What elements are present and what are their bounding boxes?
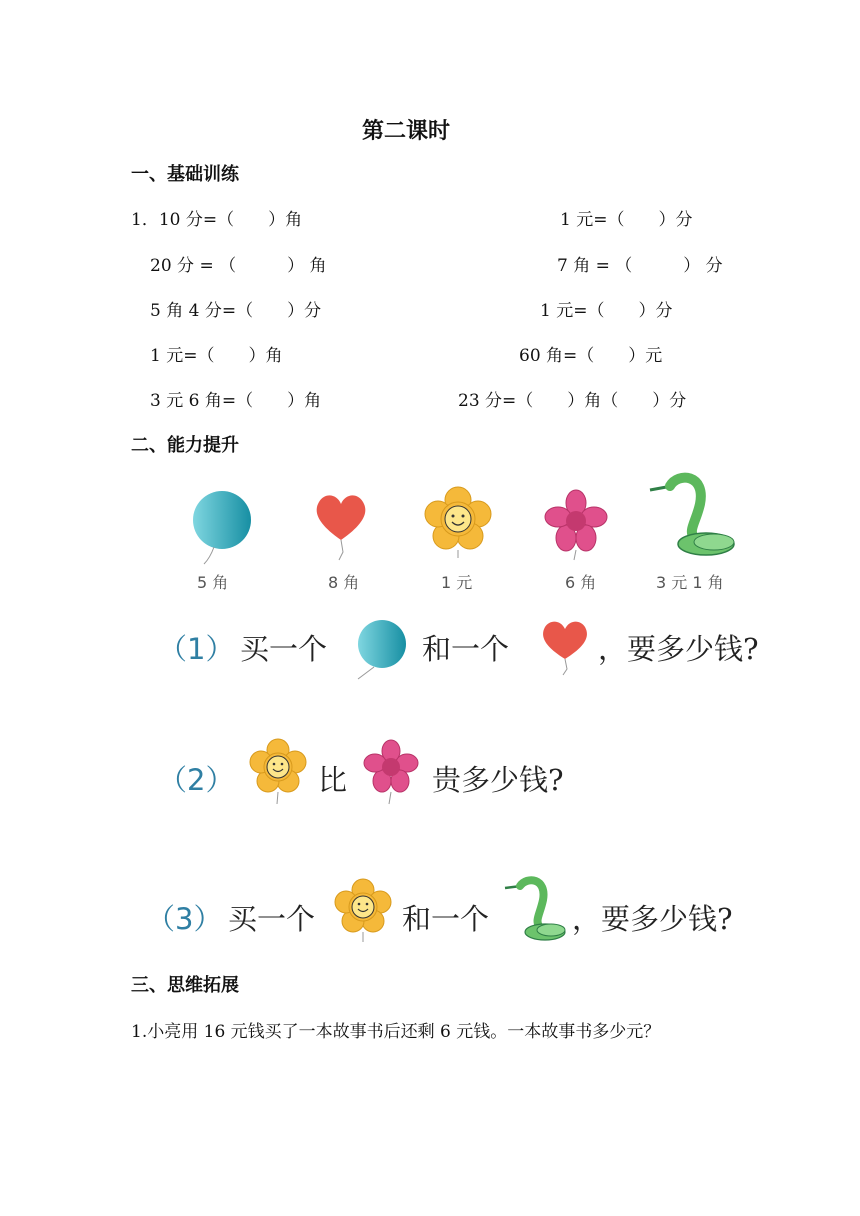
snake-balloon-icon xyxy=(648,472,740,562)
section-basic-heading: 一、基础训练 xyxy=(131,164,239,185)
price-snake-balloon: 3 元 1 角 xyxy=(656,573,724,592)
heart-balloon-icon xyxy=(540,617,592,677)
snake-balloon-icon xyxy=(505,878,569,944)
section-ability-heading: 二、能力提升 xyxy=(131,435,239,456)
exercise-5a: 3 元 6 角=（ ）角 xyxy=(150,391,322,411)
question-2-number: （2） xyxy=(158,763,235,797)
blue-balloon-icon xyxy=(352,619,412,681)
exercise-2a: 20 分 = （ ） 角 xyxy=(150,256,327,276)
exercise-1b: 1 元=（ ）分 xyxy=(560,210,693,230)
exercise-3a: 5 角 4 分=（ ）分 xyxy=(150,301,322,321)
question-1-text-c: ，要多少钱? xyxy=(598,632,759,666)
blue-balloon-icon xyxy=(192,490,262,570)
page-title: 第二课时 xyxy=(362,118,451,144)
exercise-4b: 60 角=（ ）元 xyxy=(519,346,663,366)
pink-flower-balloon-icon xyxy=(543,490,609,560)
flower-balloon-icon xyxy=(425,488,491,558)
exercise-1a: 1．10 分=（ ）角 xyxy=(131,210,303,230)
question-1-number: （1） xyxy=(158,632,235,666)
question-2-text-a: 比 xyxy=(318,763,348,797)
price-heart-balloon: 8 角 xyxy=(328,573,360,592)
exercise-3b: 1 元=（ ）分 xyxy=(540,301,673,321)
exercise-4a: 1 元=（ ）角 xyxy=(150,346,283,366)
heart-balloon-icon xyxy=(313,490,373,570)
price-blue-balloon: 5 角 xyxy=(197,573,229,592)
section-thinking-heading: 三、思维拓展 xyxy=(131,975,239,996)
pink-flower-balloon-icon xyxy=(362,740,420,806)
question-1-text-b: 和一个 xyxy=(422,632,510,666)
exercise-5b: 23 分=（ ）角（ ）分 xyxy=(458,391,687,411)
question-2-text-b: 贵多少钱? xyxy=(432,763,564,797)
question-3-number: （3） xyxy=(146,902,223,936)
exercise-2b: 7 角 = （ ） 分 xyxy=(557,256,723,276)
thinking-question: 1.小亮用 16 元钱买了一本故事书后还剩 6 元钱。一本故事书多少元？ xyxy=(131,1022,661,1042)
price-pink-flower-balloon: 6 角 xyxy=(565,573,597,592)
question-3-text-a: 买一个 xyxy=(228,902,316,936)
question-1-text-a: 买一个 xyxy=(240,632,328,666)
flower-balloon-icon xyxy=(250,740,306,806)
flower-balloon-icon xyxy=(335,880,391,946)
question-3-text-c: ，要多少钱? xyxy=(572,902,733,936)
price-flower-balloon: 1 元 xyxy=(441,573,473,592)
question-3-text-b: 和一个 xyxy=(402,902,490,936)
